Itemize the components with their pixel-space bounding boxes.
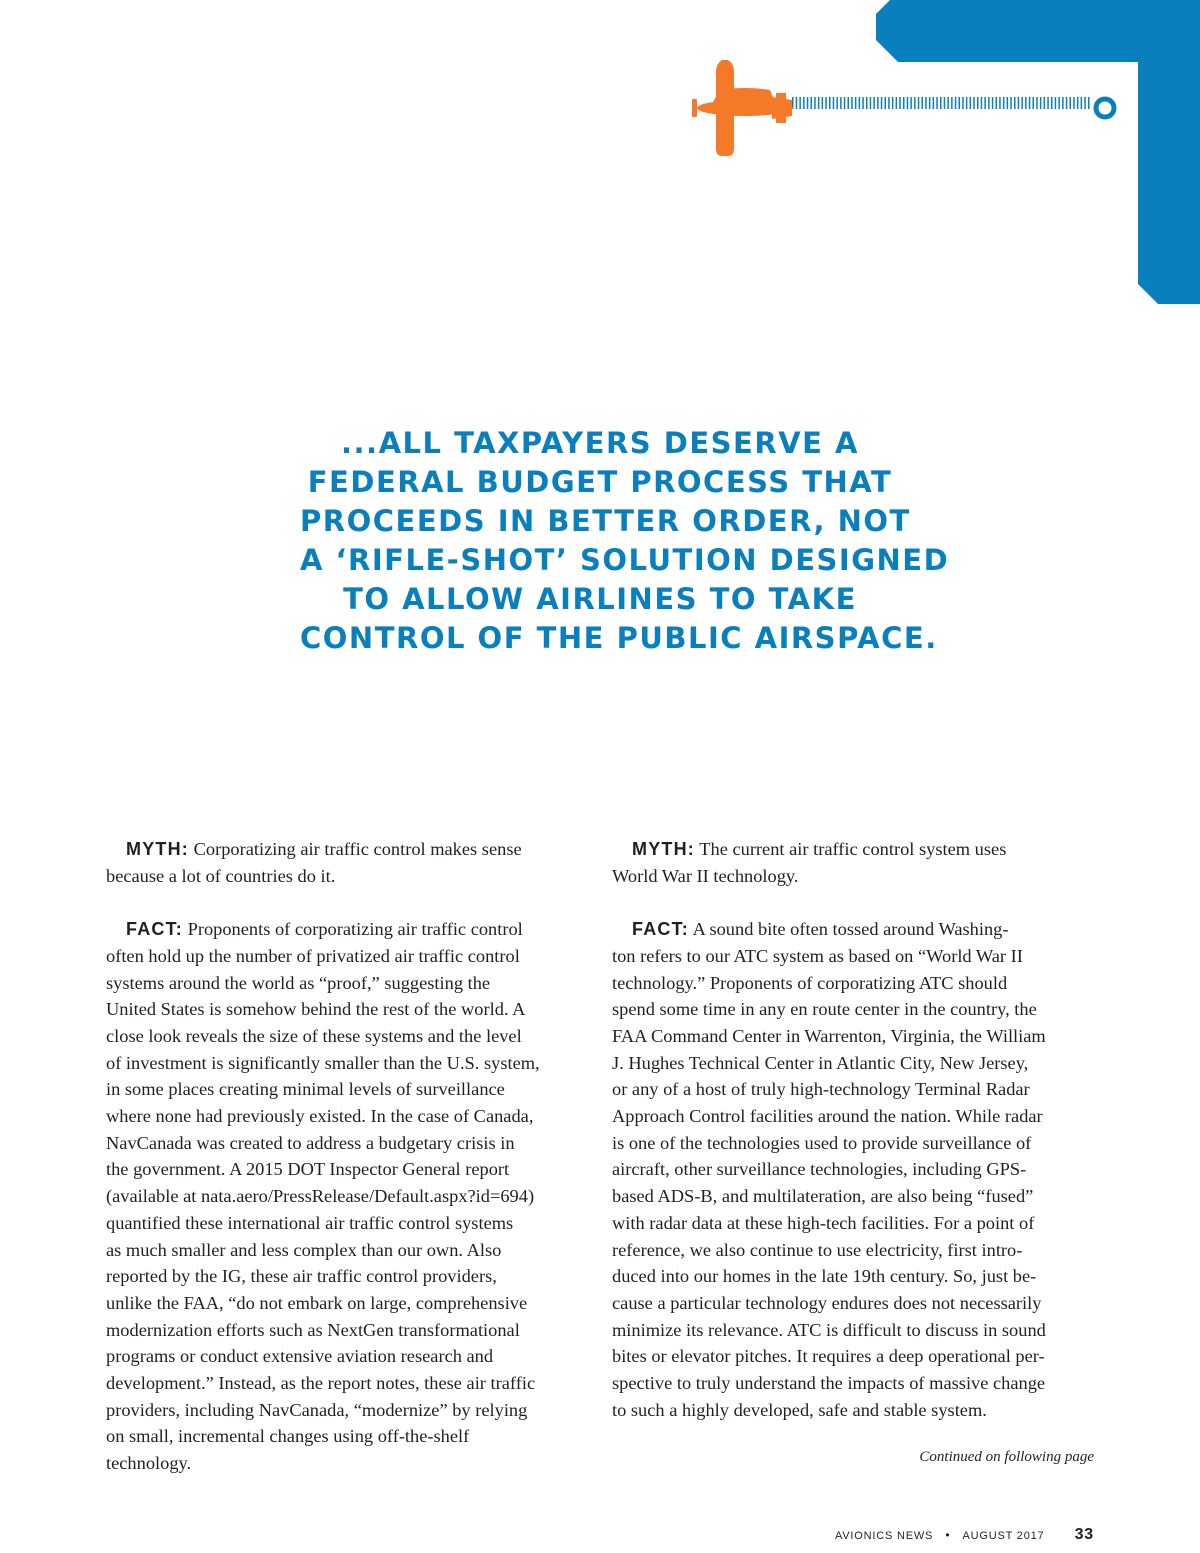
text-line: technology.” Proponents of corporatizing ATC should (612, 972, 1008, 993)
text-line: is one of the technologies used to provide surveillance of (612, 1132, 1032, 1153)
text-line: in some places creating minimal levels of surveillance (106, 1079, 505, 1100)
text-line: spective to truly understand the impacts of massive change (612, 1373, 1046, 1394)
left-column (106, 836, 578, 1504)
fact-label: FACT: (632, 919, 689, 940)
myth-paragraph (106, 836, 578, 889)
text-line: MYTH: Corporatizing air traffic control makes sense (126, 839, 522, 859)
publication-name: AVIONICS NEWS (834, 1530, 934, 1542)
text-line: reference, we also continue to use electricity, first intro- (612, 1239, 1023, 1260)
issue-date: AUGUST 2017 (962, 1530, 1045, 1542)
pull-quote-line: ...ALL TAXPAYERS DESERVE A (341, 426, 859, 460)
ring-icon (1096, 99, 1114, 117)
text-line: based ADS-B, and multilateration, are also being “fused” (612, 1186, 1034, 1207)
text-line: the government. A 2015 DOT Inspector General report (106, 1159, 510, 1180)
pull-quote (300, 424, 950, 658)
text-line: NavCanada was created to address a budgetary crisis in (106, 1132, 515, 1153)
corner-banner (876, 0, 1200, 304)
pull-quote-line: A ‘RIFLE-SHOT’ SOLUTION DESIGNED (300, 543, 950, 577)
myth-paragraph (612, 836, 1087, 889)
text-line: technology. (106, 1453, 192, 1474)
text-line: often hold up the number of privatized air traffic control (106, 945, 520, 966)
text-line: bites or elevator pitches. It requires a deep operational per- (612, 1346, 1045, 1367)
airplane-icon (692, 60, 793, 156)
text-line: with radar data at these high-tech facilities. For a point of (612, 1212, 1035, 1233)
text-line: of investment is significantly smaller than the U.S. system, (106, 1052, 540, 1073)
pull-quote-line: FEDERAL BUDGET PROCESS THAT (307, 465, 893, 499)
text-line: or any of a host of truly high-technology Terminal Radar (612, 1079, 1030, 1100)
text-line: World War II technology. (612, 865, 799, 886)
text-line: J. Hughes Technical Center in Atlantic City, New Jersey, (612, 1052, 1029, 1073)
footer-separator: • (945, 1528, 951, 1542)
text-line: minimize its relevance. ATC is difficult to discuss in sound (612, 1319, 1046, 1340)
text-line: MYTH: The current air traffic control system uses (632, 839, 1007, 859)
myth-label: MYTH: (632, 839, 695, 859)
text-line: to such a highly developed, safe and stable system. (612, 1399, 987, 1420)
fact-label: FACT: (126, 919, 183, 940)
right-column (612, 836, 1087, 1450)
text-line: close look reveals the size of these systems and the level (106, 1025, 522, 1046)
pull-quote-line: PROCEEDS IN BETTER ORDER, NOT (300, 504, 911, 538)
text-line: reported by the IG, these air traffic control providers, (106, 1266, 497, 1287)
text-line: quantified these international air traffic control systems (106, 1212, 514, 1233)
text-line: because a lot of countries do it. (106, 865, 336, 886)
text-line: duced into our homes in the late 19th century. So, just be- (612, 1266, 1037, 1287)
text-line: spend some time in any en route center in the country, the (612, 999, 1037, 1020)
page-footer (835, 1526, 1094, 1544)
header-decoration (0, 0, 1200, 320)
text-line: programs or conduct extensive aviation research and (106, 1346, 494, 1367)
text-line: as much smaller and less complex than our own. Also (106, 1239, 502, 1260)
text-line: development.” Instead, as the report notes, these air traffic (106, 1373, 536, 1394)
text-line: systems around the world as “proof,” suggesting the (106, 972, 491, 993)
text-line: aircraft, other surveillance technologies, including GPS- (612, 1159, 1027, 1180)
text-line: modernization efforts such as NextGen transformational (106, 1319, 520, 1340)
text-line: providers, including NavCanada, “modernize” by relying (106, 1399, 528, 1420)
pull-quote-line: CONTROL OF THE PUBLIC AIRSPACE. (300, 621, 938, 655)
text-line: Approach Control facilities around the nation. While radar (612, 1106, 1043, 1127)
pull-quote-line: TO ALLOW AIRLINES TO TAKE (343, 582, 857, 616)
fact-paragraph (106, 916, 578, 1477)
fact-paragraph (612, 916, 1087, 1423)
text-line: ton refers to our ATC system as based on “World War II (612, 945, 1023, 966)
continued-note: Continued on following page (919, 1449, 1094, 1465)
text-line: FAA Command Center in Warrenton, Virginia, the William (612, 1025, 1046, 1046)
page-number: 33 (1074, 1526, 1094, 1543)
myth-label: MYTH: (126, 839, 189, 859)
text-line: (available at nata.aero/PressRelease/Default.aspx?id=694) (106, 1186, 535, 1207)
text-line: where none had previously existed. In the case of Canada, (106, 1106, 534, 1127)
text-line: unlike the FAA, “do not embark on large, comprehensive (106, 1292, 528, 1313)
text-line: on small, incremental changes using off-the-shelf (106, 1426, 470, 1447)
text-line: cause a particular technology endures does not necessarily (612, 1292, 1042, 1313)
text-line: United States is somehow behind the rest of the world. A (106, 999, 526, 1020)
text-line: FACT: A sound bite often tossed around Washing- (632, 919, 1009, 940)
text-line: FACT: Proponents of corporatizing air traffic control (126, 919, 523, 940)
